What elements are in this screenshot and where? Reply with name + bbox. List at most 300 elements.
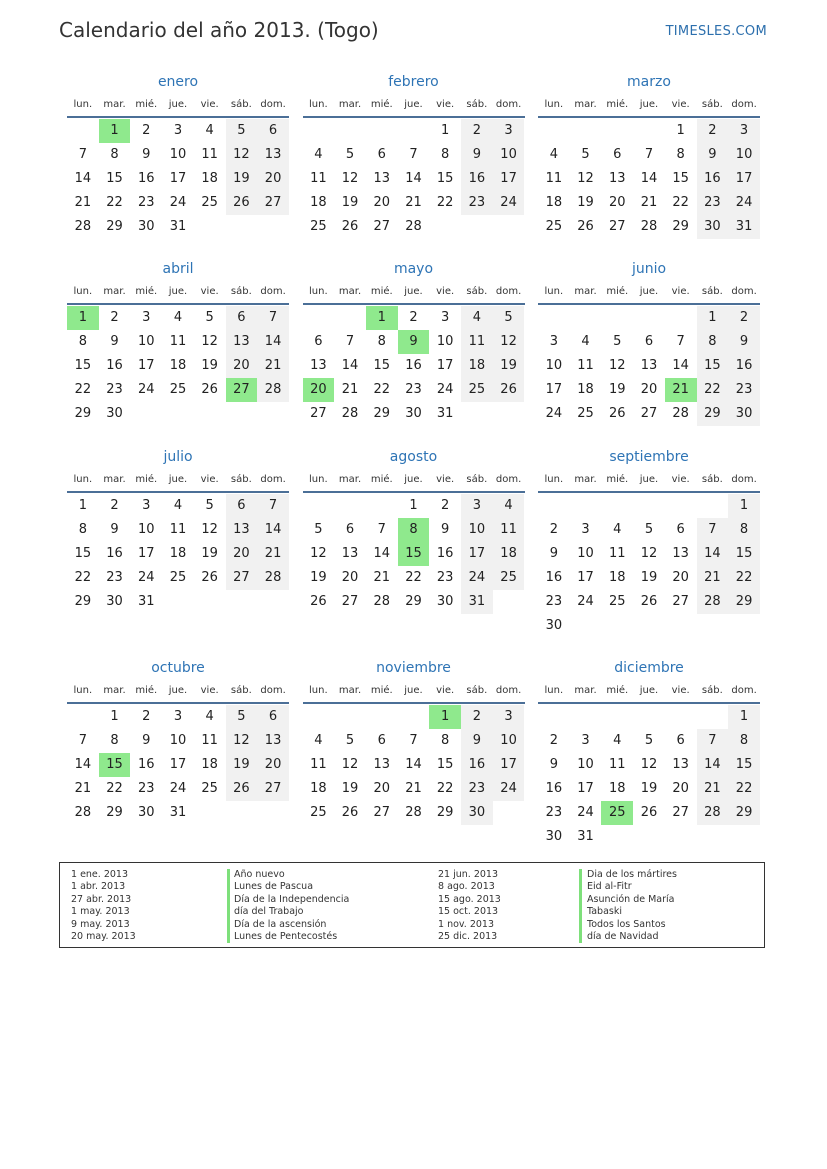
day-cell: 25 xyxy=(493,566,525,590)
month-name: junio xyxy=(631,261,667,277)
day-cell: 26 xyxy=(310,594,327,609)
day-cell: 19 xyxy=(226,753,258,777)
day-cell: 6 xyxy=(676,733,685,748)
empty-cell xyxy=(538,705,570,729)
day-cell: 22 xyxy=(436,195,454,210)
day-cell: 30 xyxy=(405,406,422,421)
day-cell: 3 xyxy=(493,705,525,729)
weekday-label: mié. xyxy=(370,99,393,110)
day-cell: 23 xyxy=(697,191,729,215)
day-cell: 10 xyxy=(461,518,493,542)
weekday-label: vie. xyxy=(200,474,219,485)
day-cell: 30 xyxy=(461,801,493,825)
weekday-label: mar. xyxy=(103,286,126,297)
day-cell: 12 xyxy=(493,330,525,354)
day-cell: 23 xyxy=(137,781,155,796)
day-cell: 31 xyxy=(169,805,187,820)
day-cell: 8 xyxy=(697,330,729,354)
weekday-label: jue. xyxy=(639,99,659,110)
day-cell: 7 xyxy=(697,729,729,753)
day-cell: 3 xyxy=(549,334,558,349)
legend-entry: 8 ago. 2013 xyxy=(438,881,495,893)
month-diciembre xyxy=(538,656,760,849)
day-cell: 14 xyxy=(74,171,92,186)
day-cell: 7 xyxy=(78,733,87,748)
month-name: febrero xyxy=(388,74,439,90)
day-cell: 8 xyxy=(110,147,119,162)
day-cell: 16 xyxy=(728,354,760,378)
day-cell: 22 xyxy=(436,781,454,796)
day-cell: 27 xyxy=(373,219,391,234)
month-name: diciembre xyxy=(614,660,684,676)
empty-cell xyxy=(570,119,602,143)
weekday-label: mié. xyxy=(606,474,629,485)
weekday-label: vie. xyxy=(436,99,455,110)
day-cell: 24 xyxy=(728,191,760,215)
day-cell: 25 xyxy=(201,781,218,796)
day-cell: 1 xyxy=(110,709,119,724)
day-cell: 25 xyxy=(461,378,493,402)
day-cell: 23 xyxy=(106,570,123,585)
day-cell: 24 xyxy=(137,382,155,397)
day-cell: 27 xyxy=(310,406,327,421)
weekday-label: mar. xyxy=(574,685,597,696)
day-cell: 25 xyxy=(169,570,187,585)
day-cell: 14 xyxy=(697,542,729,566)
day-cell: 10 xyxy=(577,757,594,772)
day-grid xyxy=(538,119,760,239)
day-cell: 14 xyxy=(341,358,359,373)
day-cell: 22 xyxy=(74,570,92,585)
day-cell: 10 xyxy=(137,522,155,537)
weekday-label: jue. xyxy=(168,286,188,297)
day-cell: 29 xyxy=(697,402,729,426)
day-cell: 8 xyxy=(78,522,87,537)
day-cell: 5 xyxy=(226,119,258,143)
empty-cell xyxy=(303,494,335,518)
day-cell: 12 xyxy=(341,171,359,186)
weekday-label: dom. xyxy=(731,474,757,485)
weekday-label: lun. xyxy=(73,474,93,485)
day-cell: 30 xyxy=(436,594,454,609)
month-marzo xyxy=(538,70,760,239)
holiday-day-cell: 8 xyxy=(398,518,430,542)
legend-entry: Tabaski xyxy=(587,906,622,918)
day-cell: 29 xyxy=(405,594,422,609)
day-cell: 27 xyxy=(672,594,689,609)
month-name: noviembre xyxy=(376,660,451,676)
day-cell: 23 xyxy=(461,777,493,801)
day-cell: 19 xyxy=(608,382,626,397)
month-enero xyxy=(67,70,289,239)
day-cell: 30 xyxy=(697,215,729,239)
day-cell: 9 xyxy=(461,729,493,753)
day-cell: 7 xyxy=(78,147,87,162)
month-name: mayo xyxy=(393,261,434,277)
legend-entry: 1 may. 2013 xyxy=(71,906,130,918)
day-cell: 10 xyxy=(493,729,525,753)
legend-entry: 1 nov. 2013 xyxy=(438,918,494,930)
day-cell: 22 xyxy=(405,570,422,585)
day-cell: 27 xyxy=(640,406,658,421)
day-cell: 20 xyxy=(257,167,289,191)
day-cell: 31 xyxy=(436,406,454,421)
weekday-header xyxy=(538,94,760,118)
weekday-label: mié. xyxy=(606,286,629,297)
weekday-label: sáb. xyxy=(466,286,488,297)
day-cell: 15 xyxy=(728,542,760,566)
day-cell: 8 xyxy=(728,518,760,542)
day-grid xyxy=(67,705,289,825)
empty-cell xyxy=(697,494,729,518)
legend-entry: día de Navidad xyxy=(587,930,659,942)
empty-cell xyxy=(665,306,697,330)
weekday-label: jue. xyxy=(404,286,423,297)
day-cell: 29 xyxy=(436,805,454,820)
day-cell: 14 xyxy=(373,546,391,561)
empty-cell xyxy=(633,705,665,729)
day-cell: 1 xyxy=(728,705,760,729)
empty-cell xyxy=(303,306,335,330)
holiday-day-cell: 1 xyxy=(99,119,131,143)
day-cell: 4 xyxy=(493,494,525,518)
day-cell: 22 xyxy=(373,382,391,397)
day-cell: 28 xyxy=(74,219,92,234)
day-cell: 11 xyxy=(201,733,218,748)
day-cell: 17 xyxy=(493,167,525,191)
weekday-label: mar. xyxy=(574,99,597,110)
day-cell: 21 xyxy=(405,195,422,210)
day-cell: 12 xyxy=(201,334,218,349)
day-cell: 6 xyxy=(226,494,258,518)
day-grid xyxy=(67,494,289,614)
empty-cell xyxy=(601,306,633,330)
holiday-day-cell: 21 xyxy=(665,378,697,402)
weekday-label: dom. xyxy=(731,685,757,696)
legend-entry: 9 may. 2013 xyxy=(71,918,130,930)
day-cell: 3 xyxy=(461,494,493,518)
day-cell: 2 xyxy=(409,310,418,325)
day-cell: 5 xyxy=(493,306,525,330)
day-cell: 17 xyxy=(545,382,563,397)
weekday-label: dom. xyxy=(495,685,522,696)
day-cell: 26 xyxy=(608,406,626,421)
day-cell: 2 xyxy=(461,119,493,143)
day-cell: 6 xyxy=(377,147,386,162)
empty-cell xyxy=(538,306,570,330)
day-cell: 3 xyxy=(142,498,151,513)
weekday-label: mié. xyxy=(370,286,393,297)
empty-cell xyxy=(601,494,633,518)
weekday-header xyxy=(303,680,525,704)
day-cell: 25 xyxy=(545,219,563,234)
day-grid xyxy=(538,306,760,426)
empty-cell xyxy=(633,306,665,330)
weekday-label: dom. xyxy=(495,474,522,485)
day-cell: 3 xyxy=(173,123,183,138)
weekday-label: lun. xyxy=(309,99,328,110)
weekday-header xyxy=(67,469,289,493)
weekday-label: mié. xyxy=(370,474,393,485)
weekday-label: lun. xyxy=(73,99,93,110)
legend-entry: 15 ago. 2013 xyxy=(438,893,501,905)
day-cell: 6 xyxy=(226,306,258,330)
day-cell: 19 xyxy=(493,354,525,378)
holiday-day-cell: 1 xyxy=(429,705,461,729)
day-cell: 11 xyxy=(461,330,493,354)
day-cell: 2 xyxy=(441,498,450,513)
day-cell: 5 xyxy=(613,334,622,349)
day-cell: 21 xyxy=(697,566,729,590)
empty-cell xyxy=(665,705,697,729)
day-cell: 28 xyxy=(640,219,658,234)
weekday-label: dom. xyxy=(260,474,286,485)
weekday-label: dom. xyxy=(495,99,522,110)
month-abril xyxy=(67,257,289,426)
day-cell: 5 xyxy=(205,498,214,513)
day-cell: 22 xyxy=(728,777,760,801)
day-cell: 17 xyxy=(169,757,187,772)
day-cell: 6 xyxy=(345,522,355,537)
day-cell: 3 xyxy=(581,522,590,537)
day-grid xyxy=(538,494,760,638)
month-mayo xyxy=(303,257,525,426)
page-title: Calendario del año 2013. (Togo) xyxy=(59,18,379,42)
day-cell: 10 xyxy=(137,334,155,349)
day-cell: 2 xyxy=(461,705,493,729)
day-cell: 11 xyxy=(545,171,563,186)
weekday-label: jue. xyxy=(168,685,188,696)
day-cell: 1 xyxy=(441,123,450,138)
day-grid xyxy=(303,705,525,825)
holiday-day-cell: 20 xyxy=(303,378,335,402)
day-cell: 16 xyxy=(697,167,729,191)
day-cell: 20 xyxy=(608,195,626,210)
day-cell: 1 xyxy=(728,494,760,518)
weekday-label: vie. xyxy=(671,474,690,485)
weekday-label: mar. xyxy=(574,474,597,485)
empty-cell xyxy=(334,119,366,143)
weekday-header xyxy=(303,469,525,493)
day-cell: 6 xyxy=(257,119,289,143)
day-cell: 28 xyxy=(74,805,92,820)
month-name: enero xyxy=(157,74,199,90)
legend-names-left xyxy=(234,869,349,943)
day-cell: 14 xyxy=(640,171,658,186)
holiday-day-cell: 15 xyxy=(99,753,131,777)
day-cell: 13 xyxy=(672,546,689,561)
empty-cell xyxy=(538,494,570,518)
month-junio xyxy=(538,257,760,426)
day-cell: 12 xyxy=(226,143,258,167)
day-cell: 13 xyxy=(310,358,327,373)
day-cell: 28 xyxy=(672,406,689,421)
day-cell: 25 xyxy=(201,195,218,210)
day-cell: 31 xyxy=(461,590,493,614)
day-cell: 23 xyxy=(405,382,422,397)
day-cell: 13 xyxy=(257,729,289,753)
day-cell: 22 xyxy=(106,195,123,210)
day-cell: 10 xyxy=(169,147,187,162)
day-cell: 15 xyxy=(74,546,92,561)
day-cell: 21 xyxy=(640,195,658,210)
day-cell: 12 xyxy=(310,546,327,561)
day-cell: 29 xyxy=(373,406,391,421)
weekday-label: mar. xyxy=(574,286,597,297)
day-cell: 7 xyxy=(409,733,418,748)
month-name: marzo xyxy=(627,74,671,90)
day-cell: 25 xyxy=(310,219,327,234)
day-cell: 10 xyxy=(436,334,454,349)
day-cell: 1 xyxy=(78,498,87,513)
month-octubre xyxy=(67,656,289,825)
day-cell: 28 xyxy=(405,805,422,820)
legend-entry: 15 oct. 2013 xyxy=(438,906,499,918)
day-cell: 4 xyxy=(549,147,558,162)
weekday-label: lun. xyxy=(544,99,564,110)
weekday-header xyxy=(67,281,289,305)
holiday-day-cell: 15 xyxy=(398,542,430,566)
weekday-label: lun. xyxy=(309,286,328,297)
legend-entry: Dia de los mártires xyxy=(587,869,677,880)
day-cell: 24 xyxy=(577,805,594,820)
legend-entry: Todos los Santos xyxy=(587,918,666,930)
legend-entry: 20 may. 2013 xyxy=(71,930,136,942)
weekday-label: sáb. xyxy=(466,685,488,696)
day-cell: 5 xyxy=(226,705,258,729)
day-cell: 6 xyxy=(377,733,386,748)
day-cell: 11 xyxy=(201,147,218,162)
day-cell: 6 xyxy=(644,334,654,349)
day-cell: 16 xyxy=(137,171,155,186)
day-cell: 7 xyxy=(345,334,355,349)
day-cell: 27 xyxy=(373,805,391,820)
day-cell: 1 xyxy=(697,306,729,330)
day-cell: 30 xyxy=(106,594,123,609)
day-cell: 29 xyxy=(728,590,760,614)
day-cell: 23 xyxy=(545,805,563,820)
day-cell: 19 xyxy=(201,546,218,561)
day-cell: 11 xyxy=(310,171,327,186)
day-cell: 18 xyxy=(169,546,187,561)
day-cell: 20 xyxy=(373,781,391,796)
empty-cell xyxy=(570,494,602,518)
day-cell: 17 xyxy=(493,753,525,777)
day-cell: 18 xyxy=(608,570,626,585)
day-cell: 17 xyxy=(137,358,155,373)
day-cell: 7 xyxy=(257,494,289,518)
legend-entry: 21 jun. 2013 xyxy=(438,869,499,880)
day-cell: 30 xyxy=(106,406,123,421)
day-cell: 11 xyxy=(577,358,594,373)
legend-entry: Día de la Independencia xyxy=(234,893,350,905)
weekday-label: mar. xyxy=(338,99,362,110)
day-cell: 17 xyxy=(577,781,594,796)
day-cell: 23 xyxy=(106,382,123,397)
day-cell: 26 xyxy=(577,219,594,234)
holiday-day-cell: 1 xyxy=(67,306,99,330)
day-cell: 8 xyxy=(377,334,386,349)
site-link[interactable]: TIMESLES.COM xyxy=(665,24,767,39)
day-cell: 16 xyxy=(545,570,563,585)
day-cell: 9 xyxy=(441,522,450,537)
day-cell: 19 xyxy=(310,570,327,585)
day-cell: 18 xyxy=(577,382,594,397)
day-cell: 28 xyxy=(257,566,289,590)
day-cell: 20 xyxy=(672,781,689,796)
day-cell: 20 xyxy=(226,354,258,378)
day-grid xyxy=(303,119,525,239)
weekday-label: mié. xyxy=(606,99,629,110)
day-cell: 5 xyxy=(205,310,214,325)
day-cell: 11 xyxy=(493,518,525,542)
empty-cell xyxy=(303,705,335,729)
day-cell: 21 xyxy=(373,570,391,585)
day-cell: 8 xyxy=(728,729,760,753)
weekday-label: mié. xyxy=(135,99,158,110)
day-cell: 30 xyxy=(545,829,563,844)
day-cell: 25 xyxy=(310,805,327,820)
day-cell: 10 xyxy=(545,358,563,373)
legend-entry: día del Trabajo xyxy=(234,906,304,918)
day-cell: 16 xyxy=(461,167,493,191)
day-cell: 22 xyxy=(697,378,729,402)
day-cell: 31 xyxy=(577,829,594,844)
day-cell: 3 xyxy=(173,709,183,724)
day-cell: 4 xyxy=(613,522,622,537)
day-cell: 4 xyxy=(314,733,323,748)
day-cell: 29 xyxy=(106,219,123,234)
empty-cell xyxy=(665,494,697,518)
weekday-label: sáb. xyxy=(466,99,488,110)
day-cell: 16 xyxy=(137,757,155,772)
day-cell: 13 xyxy=(226,330,258,354)
weekday-label: vie. xyxy=(436,474,455,485)
day-cell: 18 xyxy=(169,358,187,373)
day-cell: 15 xyxy=(106,171,123,186)
day-cell: 20 xyxy=(226,542,258,566)
day-cell: 26 xyxy=(201,570,218,585)
day-cell: 13 xyxy=(373,171,391,186)
weekday-label: vie. xyxy=(200,99,219,110)
day-cell: 10 xyxy=(728,143,760,167)
holiday-day-cell: 9 xyxy=(398,330,430,354)
day-cell: 8 xyxy=(441,733,450,748)
day-cell: 3 xyxy=(493,119,525,143)
day-cell: 28 xyxy=(697,590,729,614)
day-cell: 18 xyxy=(310,195,327,210)
day-cell: 18 xyxy=(310,781,327,796)
day-cell: 12 xyxy=(341,757,359,772)
weekday-label: jue. xyxy=(639,474,659,485)
day-cell: 13 xyxy=(640,358,658,373)
day-cell: 14 xyxy=(257,330,289,354)
day-cell: 30 xyxy=(545,618,563,633)
day-cell: 26 xyxy=(226,191,258,215)
weekday-label: mié. xyxy=(370,685,393,696)
day-grid xyxy=(67,119,289,239)
day-cell: 21 xyxy=(257,354,289,378)
day-cell: 20 xyxy=(672,570,689,585)
day-cell: 19 xyxy=(226,167,258,191)
weekday-label: sáb. xyxy=(701,286,723,297)
day-cell: 10 xyxy=(169,733,187,748)
weekday-label: jue. xyxy=(404,685,423,696)
day-cell: 15 xyxy=(697,354,729,378)
day-cell: 5 xyxy=(314,522,323,537)
weekday-label: dom. xyxy=(731,99,757,110)
day-cell: 3 xyxy=(581,733,590,748)
